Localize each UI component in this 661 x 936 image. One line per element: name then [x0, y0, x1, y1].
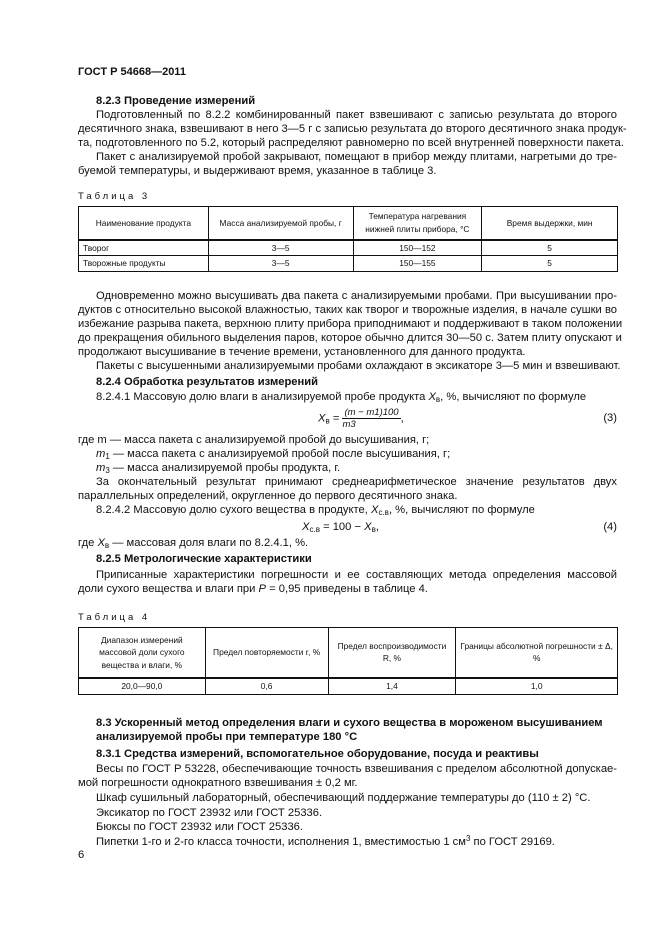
paragraph-line: 8.2.4.2 Массовую долю сухого вещества в продукте, $X_{с.в}$, %, вычисляют по формуле — [96, 504, 535, 517]
paragraph-line: Одновременно можно высушивать два пакета с анализируемыми пробами. При высушивании про- — [96, 290, 617, 302]
table-header: Предел повторяемости r, % — [205, 628, 328, 678]
equation-number: (3) — [603, 412, 617, 424]
paragraph-line: Подготовленный по 8.2.2 комбинированный пакет взвешивают с записью результата до второго — [96, 109, 617, 121]
paragraph-line: доли сухого вещества и влаги при P = 0,95 приведены в таблице 4. — [78, 583, 428, 595]
paragraph-line: Шкаф сушильный лабораторный, обеспечивающий поддержание температуры до (110 ± 2) °С. — [96, 792, 591, 804]
paragraph-line: до прекращения обильного выделения паров, которое обычно длится 30—50 с. Затем плиту опускают и — [78, 332, 622, 344]
paragraph-line: избежание разрыва пакета, верхнюю плиту прибора приподнимают и поддерживают в таком положении — [78, 318, 623, 330]
table-cell: Творожные продукты — [79, 256, 209, 272]
table-cell: 3—5 — [208, 256, 353, 272]
table-3 — [78, 206, 618, 272]
paragraph-line: Пакеты с высушенными анализируемыми пробами охлаждают в эксикаторе 3—5 мин и взвешивают. — [96, 360, 621, 372]
section-heading-8-2-4: 8.2.4 Обработка результатов измерений — [96, 376, 319, 388]
table-row — [79, 678, 618, 695]
paragraph-line: продолжают высушивание в течение времени, установленного для данного продукта. — [78, 346, 526, 358]
definition-line: где $X_в$ — массовая доля влаги по 8.2.4.1, %. — [78, 537, 309, 550]
paragraph-line: 8.2.4.1 Массовую долю влаги в анализируемой пробе продукта $X_в$, %, вычисляют по формуле — [96, 391, 587, 404]
paragraph-line: Эксикатор по ГОСТ 23932 или ГОСТ 25336. — [96, 807, 323, 819]
paragraph-line: буемой температуры, и выдерживают время, указанное в таблице 3. — [78, 165, 437, 177]
paragraph-line: Пипетки 1-го и 2-го класса точности, исполнения 1, вместимостью 1 $см^3$ по ГОСТ 29169. — [96, 834, 555, 848]
table-header: Диапазон измерений массовой доли сухого вещества и влаги, % — [79, 628, 206, 678]
formula-3: $X_в$ = $\frac{(m - m1)100}{m3}$ , — [318, 407, 404, 430]
table-cell: Творог — [79, 240, 209, 256]
section-heading-8-2-3: 8.2.3 Проведение измерений — [96, 95, 256, 107]
definition-line: где m — масса пакета с анализируемой пробой до высушивания, г; — [78, 434, 430, 446]
table-cell: 3—5 — [208, 240, 353, 256]
page-number: 6 — [78, 849, 85, 861]
section-heading-8-2-5: 8.2.5 Метрологические характеристики — [96, 553, 312, 565]
table-cell: 1,4 — [328, 678, 456, 695]
table-header: Наименование продукта — [79, 207, 209, 240]
table-header: Время выдержки, мин — [482, 207, 618, 240]
table-4-caption: Таблица 4 — [78, 612, 151, 623]
section-heading-8-3-1: 8.3.1 Средства измерений, вспомогательное оборудование, посуда и реактивы — [96, 748, 539, 760]
paragraph-line: мой погрешности однократного взвешивания ± 0,2 мг. — [78, 777, 358, 789]
table-cell: 0,6 — [205, 678, 328, 695]
table-header: Предел воспроизводимости R, % — [328, 628, 456, 678]
table-row — [79, 240, 618, 256]
paragraph-line: Приписанные характеристики погрешности и ее составляющих метода определения массовой — [96, 569, 617, 581]
paragraph-line: параллельных определений, округленное до первого десятичного знака. — [78, 490, 458, 502]
paragraph-line: Пакет с анализируемой пробой закрывают, помещают в прибор между плитами, нагретыми до тре- — [96, 151, 617, 163]
section-heading-8-3-cont: анализируемой пробы при температуре 180 °С — [96, 731, 358, 743]
paragraph-line: Бюксы по ГОСТ 23932 или ГОСТ 25336. — [96, 821, 304, 833]
definition-line: $m_3$ — масса анализируемой пробы продукта, г. — [96, 462, 341, 475]
equation-number: (4) — [603, 521, 617, 533]
table-cell: 5 — [482, 256, 618, 272]
paragraph-line: та, подготовленного по 5.2, который распределяют равномерно по всей внутренней поверхности пакета. — [78, 137, 624, 149]
paragraph-line: За окончательный результат принимают среднеарифметическое значение результатов двух — [96, 476, 617, 488]
table-row — [79, 256, 618, 272]
table-header: Температура нагревания нижней плиты прибора, °С — [353, 207, 482, 240]
table-header: Границы абсолютной погрешности ± Δ, % — [456, 628, 618, 678]
paragraph-line: десятичного знака, взвешивают в него 3—5 г с записью результата до второго десятичного знака продук- — [78, 123, 627, 135]
document-header: ГОСТ Р 54668—2011 — [78, 66, 186, 78]
section-heading-8-3: 8.3 Ускоренный метод определения влаги и сухого вещества в мороженом высушиванием — [96, 717, 603, 729]
table-cell: 5 — [482, 240, 618, 256]
table-cell: 150—155 — [353, 256, 482, 272]
table-cell: 1,0 — [456, 678, 618, 695]
table-header: Масса анализируемой пробы, г — [208, 207, 353, 240]
formula-4: $X_{с.в} = 100 - X_в$, — [302, 521, 379, 534]
table-3-caption: Таблица 3 — [78, 191, 151, 202]
paragraph-line: Весы по ГОСТ Р 53228, обеспечивающие точность взвешивания с пределом абсолютной допускае- — [96, 763, 617, 775]
table-cell: 20,0—90,0 — [79, 678, 206, 695]
table-cell: 150—152 — [353, 240, 482, 256]
paragraph-line: дуктов с относительно высокой влажностью, таких как творог и творожные изделия, в начале сушки во — [78, 304, 617, 316]
table-4 — [78, 627, 618, 695]
definition-line: $m_1$ — масса пакета с анализируемой пробой после высушивания, г; — [96, 448, 451, 461]
